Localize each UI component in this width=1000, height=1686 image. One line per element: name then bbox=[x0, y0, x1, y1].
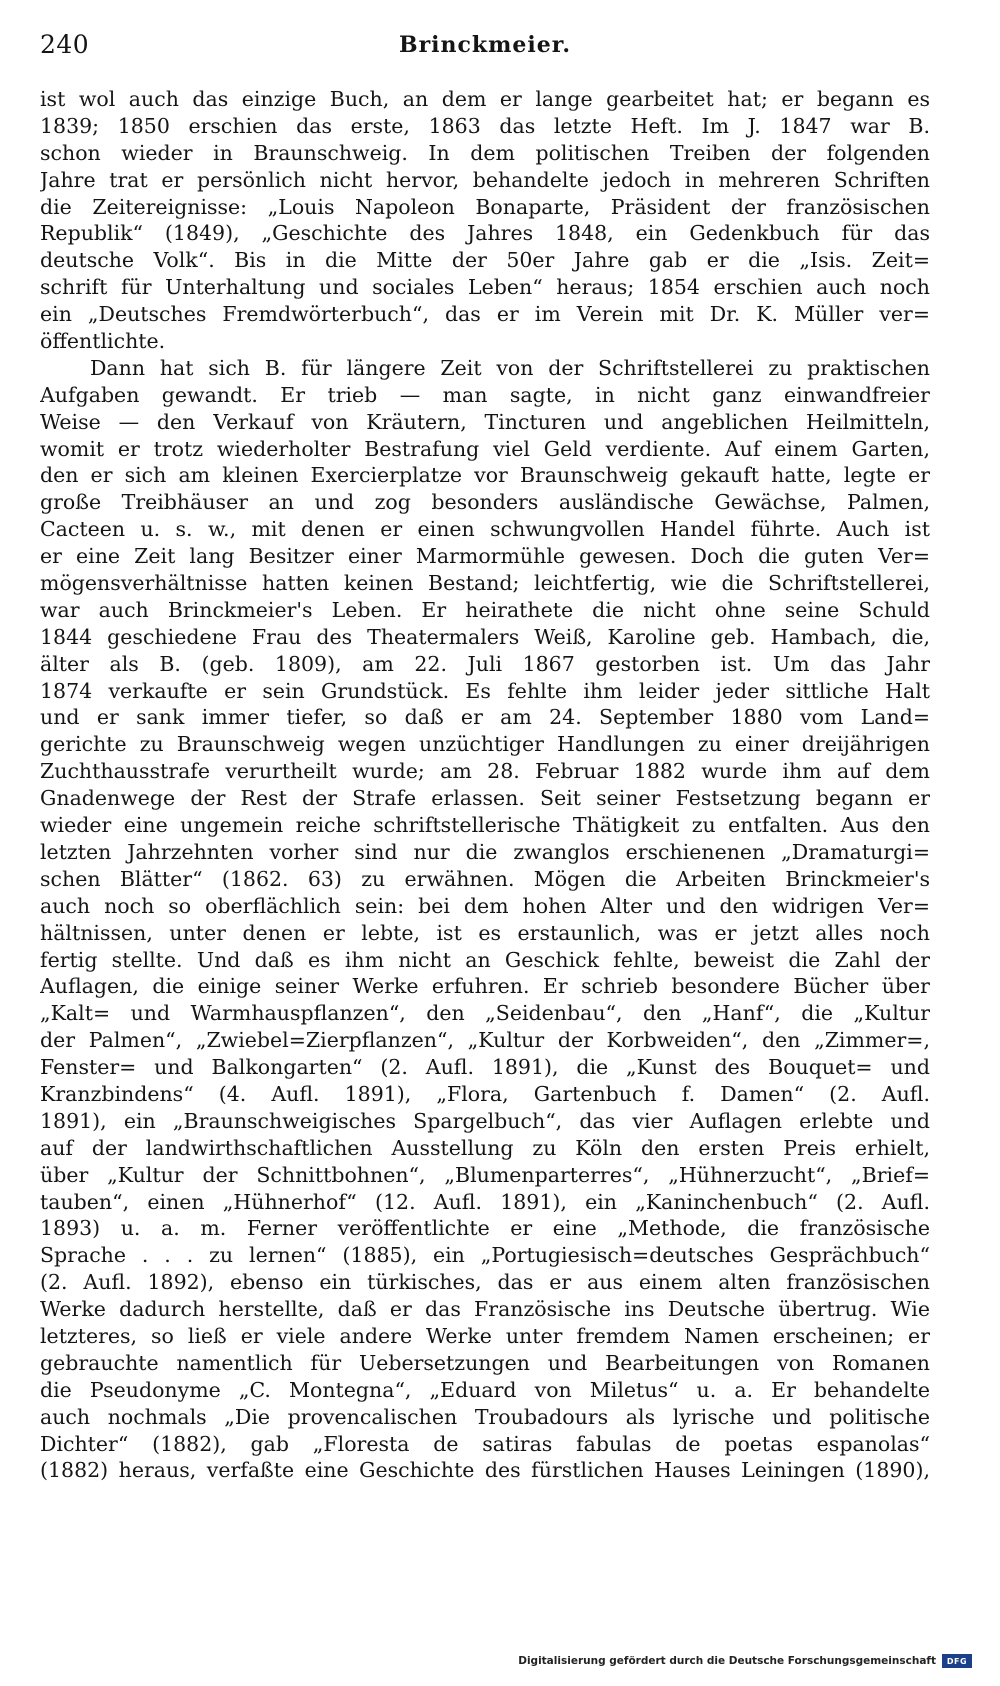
text-line: auch nochmals „Die provencalischen Troubadours als lyrische und politische bbox=[40, 1404, 930, 1429]
text-body bbox=[40, 86, 930, 1484]
text-line: er eine Zeit lang Besitzer einer Marmormühle gewesen. Doch die guten Ver= bbox=[40, 544, 930, 569]
page-number: 240 bbox=[40, 30, 90, 59]
text-line: und er sank immer tiefer, so daß er am 24. September 1880 vom Land= bbox=[40, 705, 930, 730]
page-header bbox=[40, 30, 930, 70]
dfg-logo-icon: DFG bbox=[942, 1654, 972, 1668]
running-head: Brinckmeier. bbox=[398, 32, 572, 58]
text-line: Jahre trat er persönlich nicht hervor, behandelte jedoch in mehreren Schriften bbox=[40, 167, 930, 192]
text-line: 1844 geschiedene Frau des Theatermalers Weiß, Karoline geb. Hambach, die, bbox=[40, 624, 930, 649]
text-line: tauben“, einen „Hühnerhof“ (12. Aufl. 1891), ein „Kaninchenbuch“ (2. Aufl. bbox=[40, 1189, 930, 1214]
text-line: hältnissen, unter denen er lebte, ist es erstaunlich, was er jetzt alles noch bbox=[40, 920, 930, 945]
text-line: Fenster= und Balkongarten“ (2. Aufl. 1891), die „Kunst des Bouquet= und bbox=[40, 1055, 930, 1080]
text-line: große Treibhäuser an und zog besonders ausländische Gewächse, Palmen, bbox=[40, 490, 930, 515]
text-line: 1839; 1850 erschien das erste, 1863 das letzte Heft. Im J. 1847 war B. bbox=[40, 113, 930, 138]
text-line: Kranzbindens“ (4. Aufl. 1891), „Flora, Gartenbuch f. Damen“ (2. Aufl. bbox=[40, 1081, 930, 1106]
text-line: auch noch so oberflächlich sein: bei dem hohen Alter und den widrigen Ver= bbox=[40, 893, 930, 918]
text-line: letzten Jahrzehnten vorher sind nur die zwanglos erschienenen „Dramaturgi= bbox=[40, 839, 930, 864]
text-line: schon wieder in Braunschweig. In dem politischen Treiben der folgenden bbox=[40, 140, 930, 165]
text-line: „Kalt= und Warmhauspflanzen“, den „Seidenbau“, den „Hanf“, die „Kultur bbox=[40, 1001, 930, 1026]
text-line: wieder eine ungemein reiche schriftstellerische Thätigkeit zu entfalten. Aus den bbox=[40, 813, 930, 838]
text-line: ist wol auch das einzige Buch, an dem er lange gearbeitet hat; er begann es bbox=[40, 87, 930, 111]
text-line: der Palmen“, „Zwiebel=Zierpflanzen“, „Kultur der Korbweiden“, den „Zimmer=, bbox=[40, 1028, 930, 1053]
text-line: Auflagen, die einige seiner Werke erfuhren. Er schrieb besondere Bücher über bbox=[40, 974, 930, 999]
text-line: auf der landwirthschaftlichen Ausstellung zu Köln den ersten Preis erhielt, bbox=[40, 1135, 930, 1160]
text-line: Weise — den Verkauf von Kräutern, Tincturen und angeblichen Heilmitteln, bbox=[40, 409, 930, 434]
text-line: die Pseudonyme „C. Montegna“, „Eduard von Miletus“ u. a. Er behandelte bbox=[40, 1377, 930, 1402]
text-line: gebrauchte namentlich für Uebersetzungen und Bearbeitungen von Romanen bbox=[40, 1350, 930, 1375]
text-line: 1893) u. a. m. Ferner veröffentlichte er eine „Methode, die französische bbox=[40, 1216, 930, 1241]
footer-credit: Digitalisierung gefördert durch die Deutsche Forschungsgemeinschaft bbox=[518, 1655, 936, 1667]
text-line: mögensverhältnisse hatten keinen Bestand; leichtfertig, wie die Schriftstellerei, bbox=[40, 571, 930, 596]
text-line: fertig stellte. Und daß es ihm nicht an Geschick fehlte, beweist die Zahl der bbox=[40, 947, 930, 972]
text-line: schrift für Unterhaltung und sociales Leben“ heraus; 1854 erschien auch noch bbox=[40, 275, 930, 300]
text-line: schen Blätter“ (1862. 63) zu erwähnen. Mögen die Arbeiten Brinckmeier's bbox=[40, 866, 930, 891]
text-line: gerichte zu Braunschweig wegen unzüchtiger Handlungen zu einer dreijährigen bbox=[40, 732, 930, 757]
text-line: womit er trotz wiederholter Bestrafung viel Geld verdiente. Auf einem Garten, bbox=[40, 436, 930, 461]
text-line: den er sich am kleinen Exercierplatze vor Braunschweig gekauft hatte, legte er bbox=[40, 463, 930, 488]
text-line: (2. Aufl. 1892), ebenso ein türkisches, das er aus einem alten französischen bbox=[40, 1270, 930, 1295]
text-line: öffentlichte. bbox=[40, 329, 166, 354]
text-line: älter als B. (geb. 1809), am 22. Juli 1867 gestorben ist. Um das Jahr bbox=[40, 651, 930, 676]
text-line: deutsche Volk“. Bis in die Mitte der 50er Jahre gab er die „Isis. Zeit= bbox=[40, 248, 930, 273]
text-line: Aufgaben gewandt. Er trieb — man sagte, in nicht ganz einwandfreier bbox=[40, 382, 930, 407]
text-line: Dichter“ (1882), gab „Floresta de satiras fabulas de poetas espanolas“ bbox=[40, 1431, 930, 1456]
paragraph bbox=[40, 86, 930, 355]
text-line: war auch Brinckmeier's Leben. Er heirathete die nicht ohne seine Schuld bbox=[40, 597, 930, 622]
text-line: 1891), ein „Braunschweigisches Spargelbuch“, das vier Auflagen erlebte und bbox=[40, 1108, 930, 1133]
text-line: letzteres, so ließ er viele andere Werke unter fremdem Namen erscheinen; er bbox=[40, 1323, 930, 1348]
text-line: Sprache . . . zu lernen“ (1885), ein „Portugiesisch=deutsches Gesprächbuch“ bbox=[40, 1243, 930, 1268]
text-line: Gnadenwege der Rest der Strafe erlassen. Seit seiner Festsetzung begann er bbox=[40, 786, 930, 811]
text-line: Zuchthausstrafe verurtheilt wurde; am 28. Februar 1882 wurde ihm auf dem bbox=[40, 759, 930, 784]
text-line: Republik“ (1849), „Geschichte des Jahres 1848, ein Gedenkbuch für das bbox=[40, 221, 930, 246]
text-line: ein „Deutsches Fremdwörterbuch“, das er im Verein mit Dr. K. Müller ver= bbox=[40, 302, 930, 327]
text-line: Dann hat sich B. für längere Zeit von der Schriftstellerei zu praktischen bbox=[90, 355, 930, 380]
text-line: Werke dadurch herstellte, daß er das Französische ins Deutsche übertrug. Wie bbox=[40, 1297, 930, 1322]
paragraph bbox=[40, 355, 930, 1484]
text-line: über „Kultur der Schnittbohnen“, „Blumenparterres“, „Hühnerzucht“, „Brief= bbox=[40, 1162, 930, 1187]
text-line: die Zeitereignisse: „Louis Napoleon Bonaparte, Präsident der französischen bbox=[40, 194, 930, 219]
text-line: Cacteen u. s. w., mit denen er einen schwungvollen Handel führte. Auch ist bbox=[40, 517, 930, 542]
text-line: (1882) heraus, verfaßte eine Geschichte des fürstlichen Hauses Leiningen (1890), bbox=[40, 1458, 930, 1483]
digitization-footer bbox=[518, 1654, 972, 1668]
text-line: 1874 verkaufte er sein Grundstück. Es fehlte ihm leider jeder sittliche Halt bbox=[40, 678, 930, 703]
